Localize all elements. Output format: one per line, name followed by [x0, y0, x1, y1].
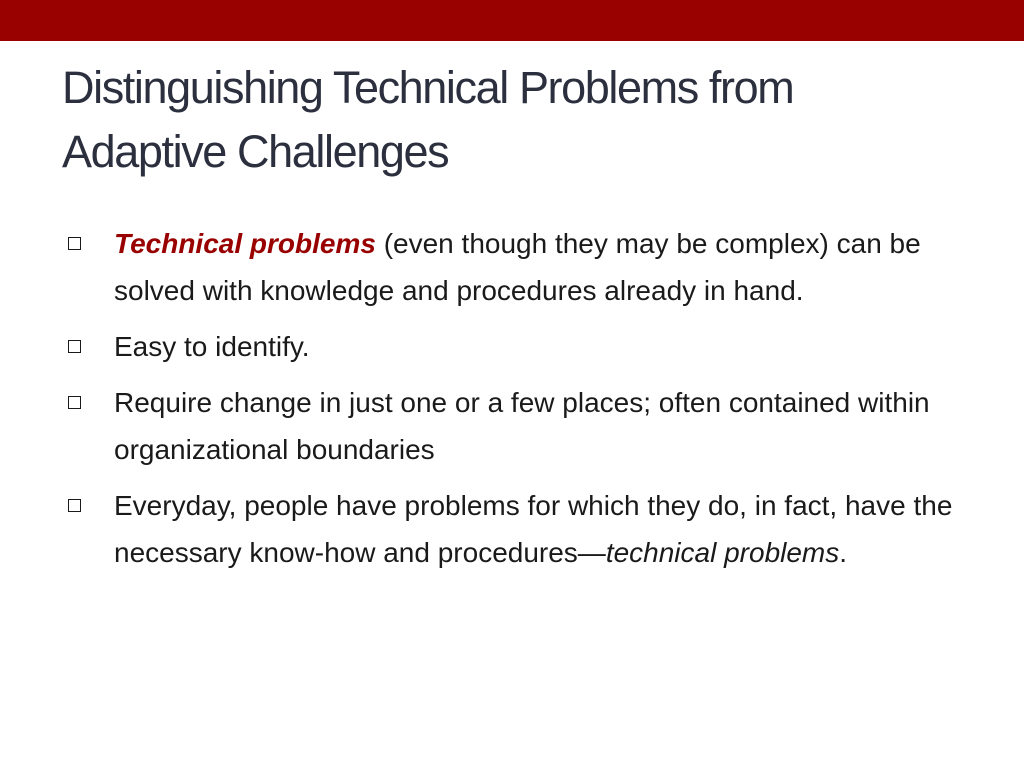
bullet-item-require-change: [66, 379, 956, 473]
bullet-text: Require change in just one or a few places; often contained within organizational boundaries: [114, 387, 930, 465]
bullet-text: Everyday, people have problems for which they do, in fact, have the necessary know-how and procedures—: [114, 490, 953, 568]
square-bullet-icon: [68, 237, 81, 250]
title-line-2: Adaptive Challenges: [62, 126, 449, 177]
bullet-item-everyday: [66, 482, 956, 576]
slide-title: [62, 56, 982, 184]
bullet-text: (even though they may be complex) can be solved with knowledge and procedures already in hand.: [114, 228, 921, 306]
top-accent-bar: [0, 0, 1024, 41]
bullet-text-end: .: [839, 537, 848, 568]
square-bullet-icon: [68, 396, 81, 409]
bullet-item-technical-problems: [66, 220, 956, 314]
bullet-text: Easy to identify.: [114, 331, 310, 362]
square-bullet-icon: [68, 499, 81, 512]
bullet-list: [66, 220, 956, 585]
bullet-item-easy-to-identify: [66, 323, 956, 370]
bullet-italic-text: technical problems: [605, 537, 840, 568]
square-bullet-icon: [68, 340, 81, 353]
title-line-1: Distinguishing Technical Problems from: [62, 62, 794, 113]
bullet-highlight: Technical problems: [114, 228, 376, 259]
